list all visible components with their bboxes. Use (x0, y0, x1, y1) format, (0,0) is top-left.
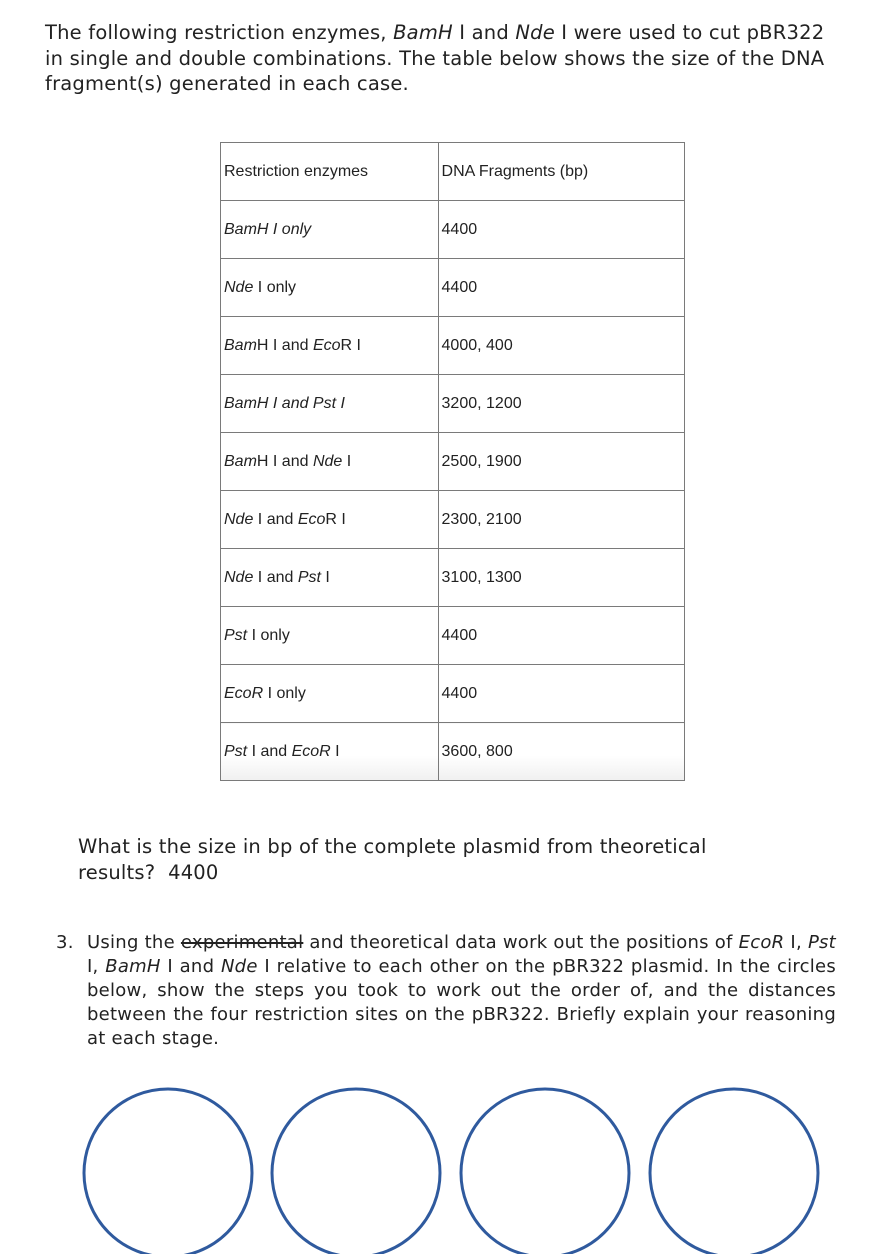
answer-circle-4[interactable] (650, 1089, 818, 1254)
enzyme-label: BamH I and Pst I (224, 394, 345, 412)
row-enzymes: Nde I and Pst I (221, 549, 439, 607)
q3-text-3: I, (784, 932, 808, 953)
answer-circle-3[interactable] (461, 1089, 629, 1254)
q3-text-6: I relative to each other on the pBR322 plasmid. In the circles below, show the steps you took to work out the order of, and the distances between the four restriction sites on the pBR322. Briefly explain your reasoning at each stage. (87, 956, 837, 1049)
row-fragments: 2500, 1900 (438, 433, 684, 491)
row-fragments: 4400 (438, 201, 684, 259)
intro-text-3: I were used to cut pBR322 in single and double combinations. The table below shows the size of the DNA fragment(s) generated in each case. (45, 21, 825, 95)
row-fragments: 4400 (438, 665, 684, 723)
q3-nde: Nde (220, 956, 258, 977)
q3-text-4: I, (87, 956, 106, 977)
answer-circle-1[interactable] (84, 1089, 252, 1254)
row-fragments: 3100, 1300 (438, 549, 684, 607)
row-enzymes: Nde I and EcoR I (221, 491, 439, 549)
row-enzymes: BamH I and Nde I (221, 433, 439, 491)
header-enzymes: Restriction enzymes (221, 143, 439, 201)
q3-pst: Pst (807, 932, 836, 953)
q3-bamh: BamH (105, 956, 161, 977)
question-3-number: 3. (56, 932, 74, 953)
row-enzymes: Pst I and EcoR I (221, 723, 439, 781)
row-fragments: 4000, 400 (438, 317, 684, 375)
q3-text-1: Using the (87, 932, 181, 953)
row-fragments: 3200, 1200 (438, 375, 684, 433)
intro-bamh: BamH (393, 21, 453, 44)
intro-text-2: I and (452, 21, 516, 44)
row-fragments: 3600, 800 (438, 723, 684, 781)
intro-nde: Nde (515, 21, 555, 44)
row-enzymes: EcoR I only (221, 665, 439, 723)
row-enzymes: Pst I only (221, 607, 439, 665)
row-fragments: 4400 (438, 259, 684, 317)
intro-text-1: The following restriction enzymes, (45, 21, 394, 44)
header-fragments: DNA Fragments (bp) (438, 143, 684, 201)
struck-word: experimental (180, 932, 304, 953)
question-answer: 4400 (168, 861, 219, 884)
row-fragments: 4400 (438, 607, 684, 665)
enzyme-label: BamH I only (224, 220, 312, 238)
row-enzymes: Nde I only (221, 259, 439, 317)
row-fragments: 2300, 2100 (438, 491, 684, 549)
question-text: What is the size in bp of the complete plasmid from theoretical results? (78, 835, 707, 884)
q3-text-5: I and (160, 956, 221, 977)
answer-circle-2[interactable] (272, 1089, 440, 1254)
q3-text-2: and theoretical data work out the positions of (303, 932, 739, 953)
q3-ecor: EcoR (738, 932, 785, 953)
row-enzymes: BamH I and EcoR I (221, 317, 439, 375)
